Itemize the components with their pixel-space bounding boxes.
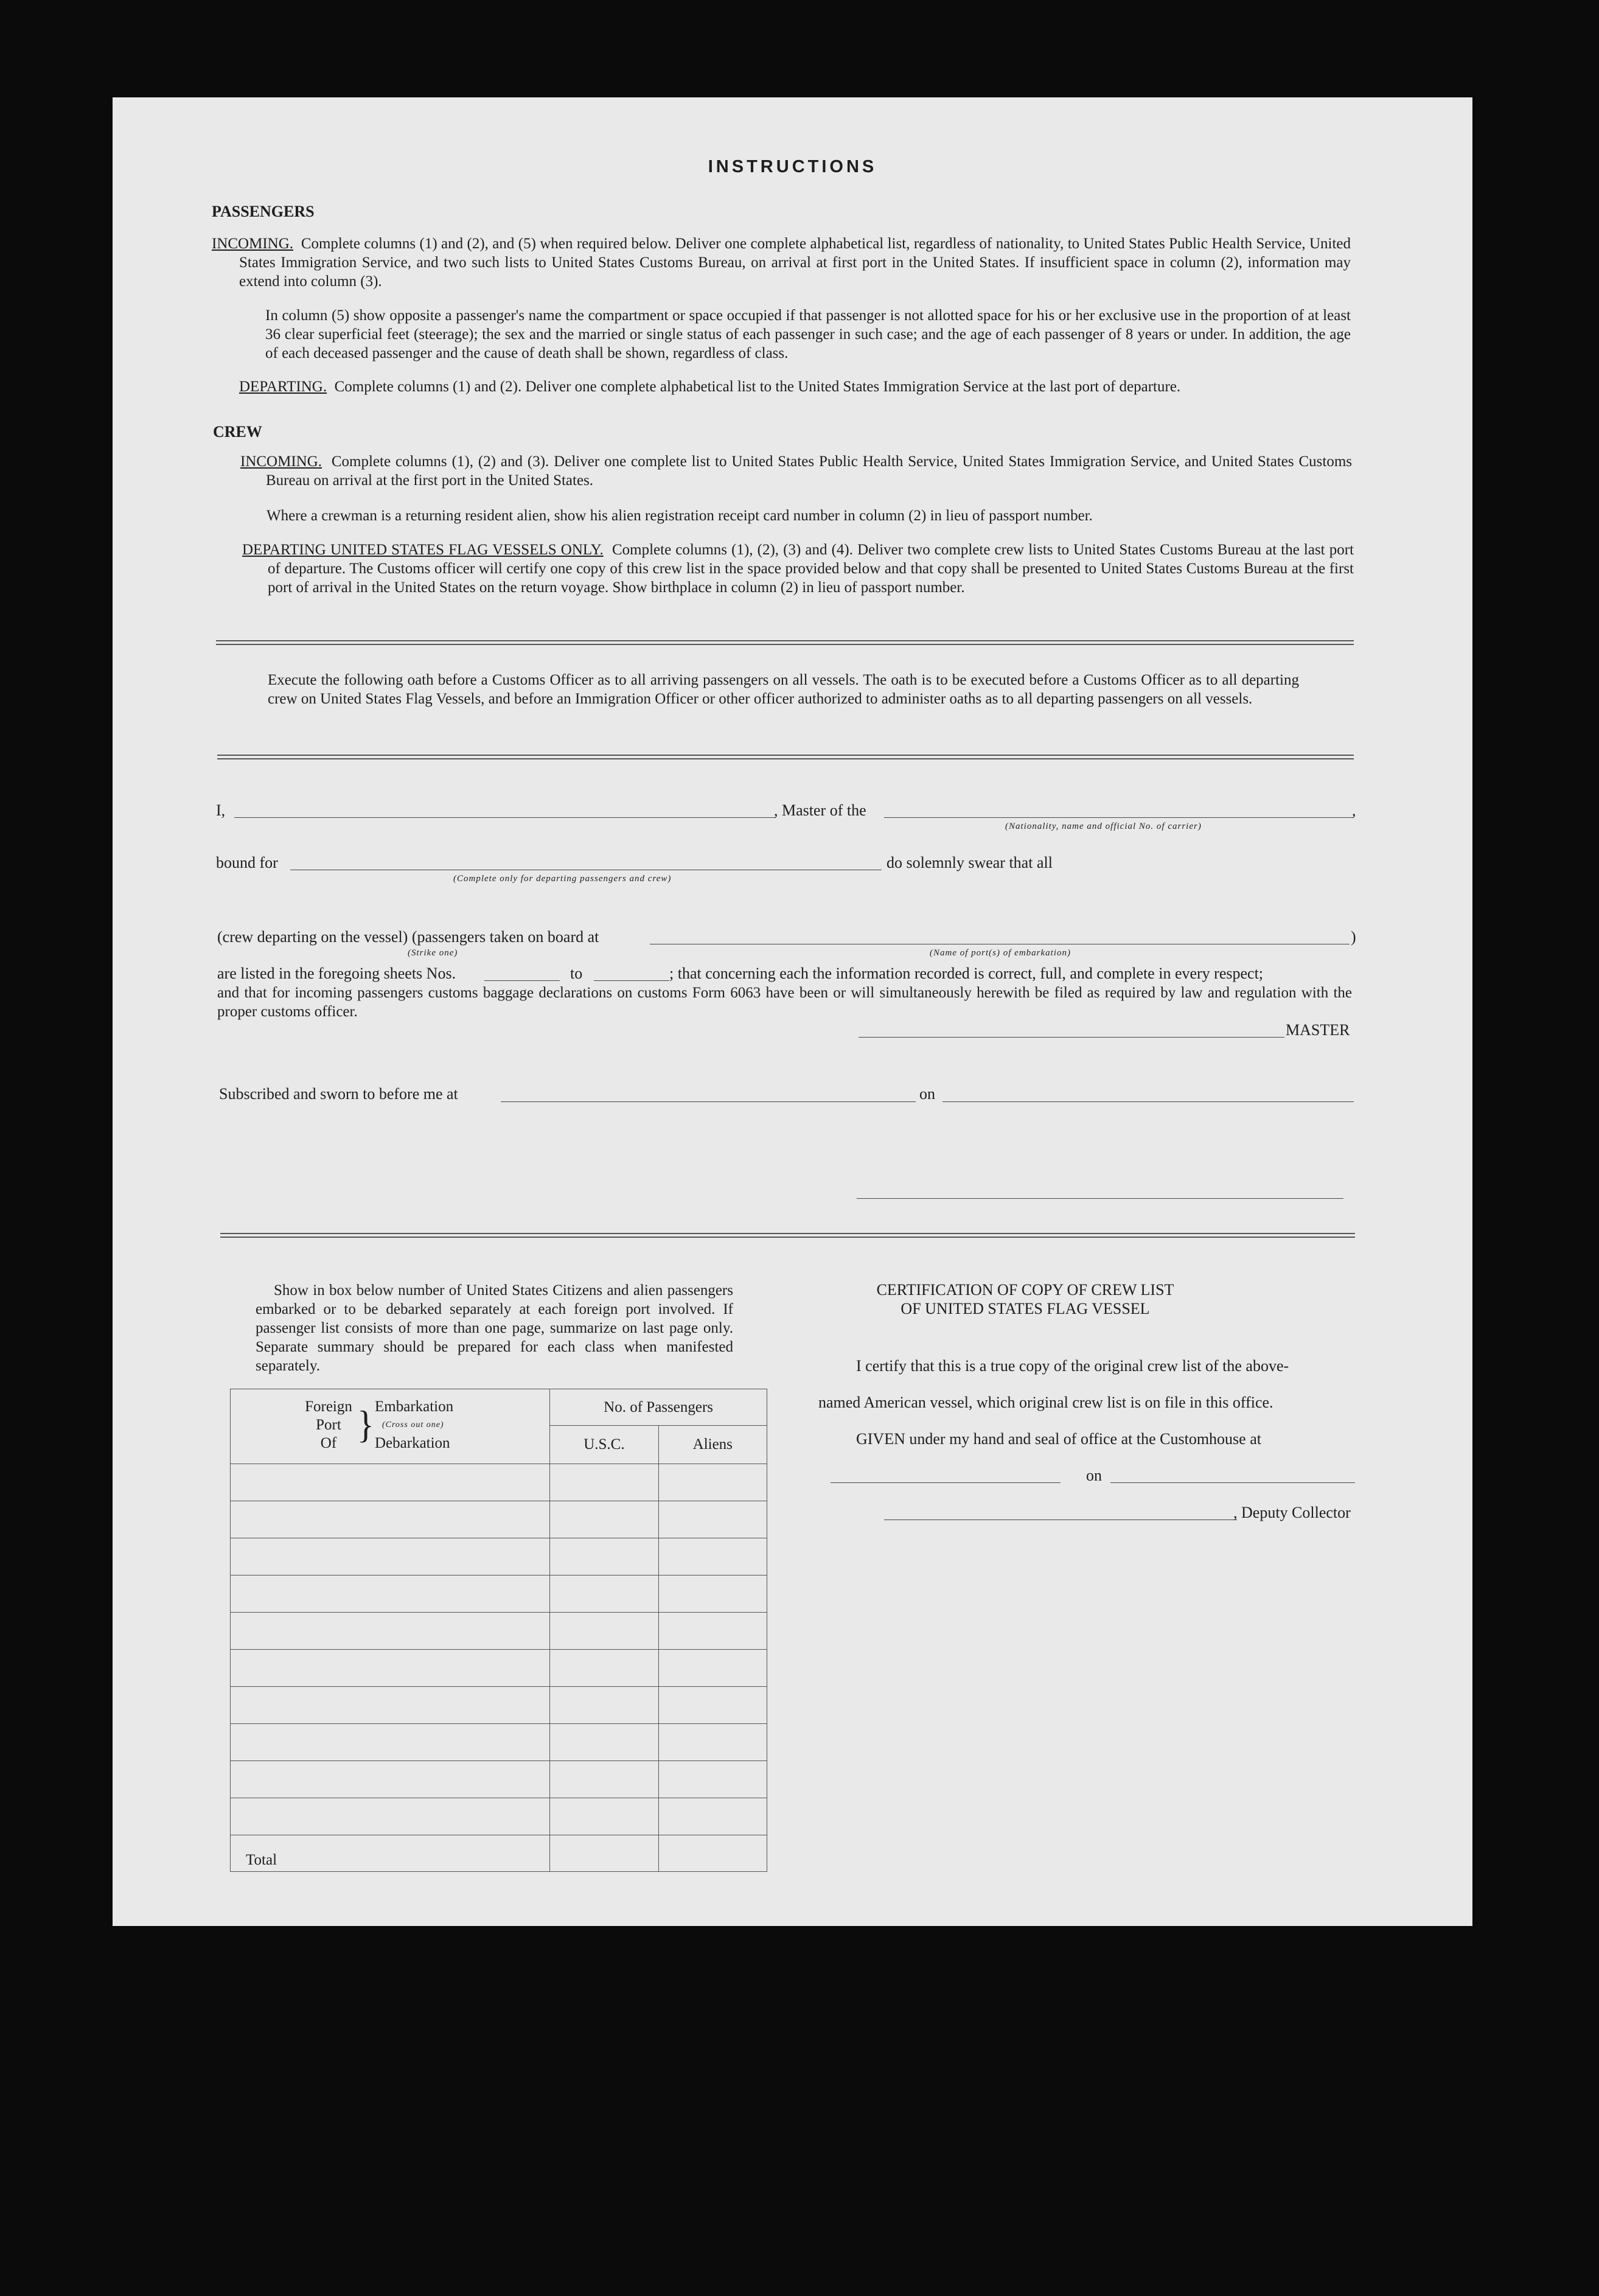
crew-departing-label: DEPARTING UNITED STATES FLAG VESSELS ONLY. bbox=[242, 542, 604, 558]
master-label: MASTER bbox=[1286, 1021, 1350, 1039]
crew-incoming-paragraph bbox=[240, 452, 1353, 490]
listed-text-2: ; that concerning each the information recorded is correct, full, and complete in every respect; bbox=[669, 965, 1264, 982]
crew-resident-paragraph: Where a crewman is a returning resident alien, show his alien registration receipt card number in column (2) in lieu of passport number. bbox=[266, 508, 1093, 524]
usc-cell[interactable] bbox=[550, 1501, 658, 1538]
crew-incoming-label: INCOMING. bbox=[240, 453, 322, 470]
passenger-summary-table bbox=[230, 1389, 767, 1872]
close-paren: ) bbox=[1351, 928, 1356, 946]
sheet-from-field[interactable] bbox=[484, 980, 560, 981]
crew-departing-text: Complete columns (1), (2), (3) and (4). Deliver two complete crew lists to United States Customs Bureau at the last port of departure. The Customs officer will certify one copy of this crew list in the space provided below and that copy shall be presented to United States Customs Bureau at the first port of arrival in the United States on the return voyage. Show birthplace in column (2) in lieu of passport number. bbox=[268, 542, 1354, 596]
subscribed-text: Subscribed and sworn to before me at bbox=[219, 1085, 458, 1103]
usc-cell[interactable] bbox=[550, 1464, 658, 1501]
col-debarkation: Debarkation bbox=[375, 1435, 450, 1451]
divider bbox=[220, 1233, 1355, 1238]
passengers-column5-paragraph: In column (5) show opposite a passenger's name the compartment or space occupied if that passenger is not allotted space for his or her exclusive use in the proportion of at least 36 clear superficial feet (steerage); the sex and the married or single status of each passenger in such case; and the age of each passenger of 8 years or under. In addition, the age of each deceased passenger and the cause of death shall be shown, regardless of class. bbox=[265, 307, 1351, 361]
usc-cell[interactable] bbox=[550, 1538, 658, 1575]
usc-cell[interactable] bbox=[550, 1575, 658, 1613]
oath-i-label: I, bbox=[216, 801, 226, 819]
subscribed-on: on bbox=[919, 1085, 935, 1103]
nationality-hint: (Nationality, name and official No. of carrier) bbox=[1005, 822, 1202, 831]
total-aliens-cell[interactable] bbox=[658, 1835, 767, 1872]
certification-date-field[interactable] bbox=[1110, 1482, 1355, 1483]
aliens-cell[interactable] bbox=[658, 1798, 767, 1835]
sheet-to-field[interactable] bbox=[594, 980, 669, 981]
divider bbox=[216, 640, 1354, 645]
passengers-departing-label: DEPARTING. bbox=[239, 379, 327, 395]
port-cell[interactable] bbox=[231, 1538, 550, 1575]
master-name-field[interactable] bbox=[234, 817, 776, 818]
port-cell[interactable] bbox=[231, 1613, 550, 1650]
document-page bbox=[113, 97, 1472, 1926]
listed-to: to bbox=[570, 965, 583, 982]
usc-cell[interactable] bbox=[550, 1613, 658, 1650]
sworn-place-field[interactable] bbox=[501, 1101, 916, 1102]
crew-heading: CREW bbox=[213, 423, 262, 441]
passengers-heading: PASSENGERS bbox=[212, 203, 315, 220]
port-cell[interactable] bbox=[231, 1464, 550, 1501]
passengers-departing-text: Complete columns (1) and (2). Deliver one complete alphabetical list to the United States Immigration Service at the last port of departure. bbox=[334, 379, 1181, 395]
strike-one-hint: (Strike one) bbox=[408, 948, 458, 958]
port-cell[interactable] bbox=[231, 1501, 550, 1538]
crew-incoming-text: Complete columns (1), (2) and (3). Deliver one complete list to United States Public Health Service, United States Immigration Service, and United States Customs Bureau on arrival at the first port in the United States. bbox=[266, 453, 1353, 489]
aliens-cell[interactable] bbox=[658, 1501, 767, 1538]
total-usc-cell[interactable] bbox=[550, 1835, 658, 1872]
usc-cell[interactable] bbox=[550, 1761, 658, 1798]
crew-departing-text: (crew departing on the vessel) (passengers taken on board at bbox=[217, 928, 599, 946]
certification-heading-2: OF UNITED STATES FLAG VESSEL bbox=[901, 1300, 1150, 1317]
passengers-incoming-label: INCOMING. bbox=[212, 236, 294, 252]
passengers-incoming-paragraph bbox=[212, 234, 1351, 291]
col-usc: U.S.C. bbox=[550, 1426, 658, 1464]
aliens-cell[interactable] bbox=[658, 1613, 767, 1650]
certification-line-2: named American vessel, which original crew list is on file in this office. bbox=[818, 1394, 1273, 1411]
oath-master-of-label: , Master of the bbox=[774, 801, 866, 819]
certification-line-1: I certify that this is a true copy of the original crew list of the above- bbox=[856, 1357, 1289, 1375]
oath-comma: , bbox=[1352, 801, 1356, 819]
swear-text: do solemnly swear that all bbox=[887, 854, 1053, 871]
certification-line-3: GIVEN under my hand and seal of office at the Customhouse at bbox=[856, 1430, 1261, 1448]
passengers-departing-paragraph bbox=[239, 377, 1365, 396]
summary-instruction: Show in box below number of United States Citizens and alien passengers embarked or to be debarked separately at each foreign port involved. If passenger list consists of more than one page, summarize on last page only. Separate summary should be prepared for each class when manifested separately. bbox=[256, 1282, 733, 1374]
col-embarkation: Embarkation bbox=[375, 1398, 454, 1415]
divider bbox=[217, 755, 1354, 759]
listed-text: are listed in the foregoing sheets Nos. bbox=[217, 965, 456, 982]
page-title: INSTRUCTIONS bbox=[708, 157, 877, 176]
port-cell[interactable] bbox=[231, 1687, 550, 1724]
brace-icon: } bbox=[357, 1402, 374, 1446]
port-cell[interactable] bbox=[231, 1798, 550, 1835]
aliens-cell[interactable] bbox=[658, 1650, 767, 1687]
usc-cell[interactable] bbox=[550, 1650, 658, 1687]
aliens-cell[interactable] bbox=[658, 1538, 767, 1575]
aliens-cell[interactable] bbox=[658, 1724, 767, 1761]
col-foreign: Foreign bbox=[305, 1398, 352, 1415]
total-label: Total bbox=[231, 1835, 550, 1872]
col-port: Port bbox=[316, 1417, 341, 1433]
col-aliens: Aliens bbox=[658, 1426, 767, 1464]
master-signature-field[interactable] bbox=[859, 1037, 1284, 1038]
col-no-passengers: No. of Passengers bbox=[550, 1389, 767, 1426]
aliens-cell[interactable] bbox=[658, 1687, 767, 1724]
certification-heading-1: CERTIFICATION OF COPY OF CREW LIST bbox=[876, 1281, 1174, 1299]
port-cell[interactable] bbox=[231, 1761, 550, 1798]
port-cell[interactable] bbox=[231, 1575, 550, 1613]
aliens-cell[interactable] bbox=[658, 1464, 767, 1501]
certification-on: on bbox=[1086, 1467, 1102, 1484]
passengers-incoming-text: Complete columns (1) and (2), and (5) when required below. Deliver one complete alphabetical list, regardless of nationality, to United States Public Health Service, United States Immigration Service, and two such lists to United States Customs Bureau, on arrival at first port in the United States. If insufficient space in column (2), information may extend into column (3). bbox=[239, 236, 1351, 290]
listed-text-3: and that for incoming passengers customs baggage declarations on customs Form 6063 have been or will simultaneously herewith be filed as required by law and regulation with the proper customs officer. bbox=[217, 985, 1352, 1020]
officer-signature-field[interactable] bbox=[857, 1198, 1343, 1199]
port-hint: (Name of port(s) of embarkation) bbox=[930, 948, 1071, 958]
usc-cell[interactable] bbox=[550, 1687, 658, 1724]
aliens-cell[interactable] bbox=[658, 1575, 767, 1613]
oath-instruction: Execute the following oath before a Customs Officer as to all arriving passengers on all vessels. The oath is to be executed before a Customs Officer as to all departing crew on United States Flag Vessels, and before an Immigration Officer or other officer authorized to administer oaths as to all departing passengers on all vessels. bbox=[268, 672, 1299, 707]
departing-hint: (Complete only for departing passengers and crew) bbox=[453, 874, 672, 884]
sworn-date-field[interactable] bbox=[942, 1101, 1354, 1102]
crew-departing-paragraph bbox=[242, 540, 1354, 597]
port-cell[interactable] bbox=[231, 1724, 550, 1761]
deputy-collector-label: , Deputy Collector bbox=[1233, 1504, 1351, 1521]
usc-cell[interactable] bbox=[550, 1798, 658, 1835]
aliens-cell[interactable] bbox=[658, 1761, 767, 1798]
customhouse-field[interactable] bbox=[831, 1482, 1061, 1483]
header-port-cell bbox=[231, 1389, 550, 1464]
bound-for-label: bound for bbox=[216, 854, 278, 871]
port-cell[interactable] bbox=[231, 1650, 550, 1687]
carrier-field[interactable] bbox=[884, 817, 1354, 818]
usc-cell[interactable] bbox=[550, 1724, 658, 1761]
col-of: Of bbox=[320, 1435, 337, 1451]
col-cross-out: (Cross out one) bbox=[382, 1420, 444, 1429]
